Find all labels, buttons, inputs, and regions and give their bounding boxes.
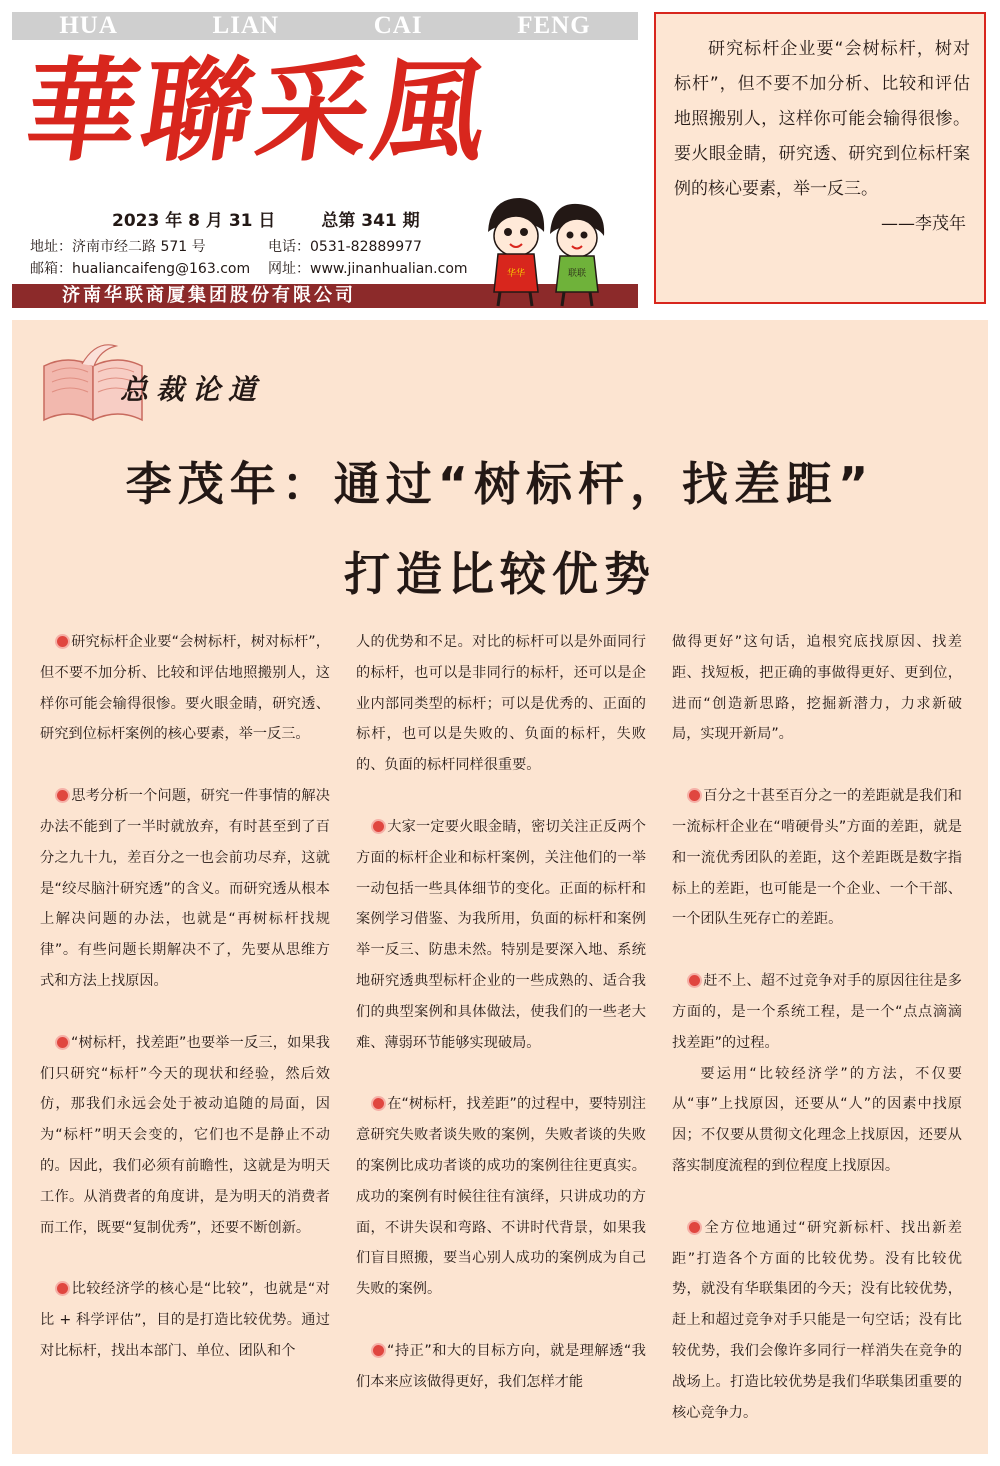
pinyin-feng: FENG <box>517 12 591 39</box>
mascot-label-left: 华华 <box>506 269 526 279</box>
quote-text: 研究标杆企业要“会树标杆，树对标杆”，但不要不加分析、比较和评估地照搬别人，这样你可能会输得很惨。要火眼金睛，研究透、研究到位标杆案例的核心要素，举一反三。 <box>674 39 970 199</box>
pinyin-lian: LIAN <box>212 12 280 39</box>
paragraph-text: 百分之十甚至百分之一的差距就是我们和一流标杆企业在“啃硬骨头”方面的差距，就是和一流优秀团队的差距，这个差距既是数字指标上的差距，也可能是一个企业、一个干部、一个团队生死存亡的差距。 <box>672 788 962 928</box>
pinyin-bar <box>12 12 638 40</box>
paragraph <box>672 966 962 1058</box>
issue-line <box>112 206 460 231</box>
phone: 电话：0531-82889977 <box>268 239 422 255</box>
mascot-label-right: 联联 <box>567 269 587 279</box>
website: 网址：www.jinanhualian.com <box>268 261 468 277</box>
bullet-dot-icon <box>373 1098 384 1109</box>
bullet-dot-icon <box>689 790 700 801</box>
paragraph <box>672 1213 962 1429</box>
paragraph-text: 在“树标杆，找差距”的过程中，要特别注意研究失败者谈失败的案例，失败者谈的失败的案例比成功者谈的成功的案例往往更真实。成功的案例有时候往往有演绎，只讲成功的方面，不讲失误和弯路、不讲时代背景，如果我们盲目照搬，要当心别人成功的案例成为自己失败的案例。 <box>356 1096 646 1298</box>
paragraph-text: 赶不上、超不过竞争对手的原因往往是多方面的，是一个系统工程，是一个“点点滴滴找差距”的过程。 <box>672 973 962 1051</box>
mascot-illustration <box>480 192 610 310</box>
bullet-dot-icon <box>57 1283 68 1294</box>
paragraph-text: 研究标杆企业要“会树标杆，树对标杆”，但不要不加分析、比较和评估地照搬别人，这样你可能会输得很惨。要火眼金睛，研究透、研究到位标杆案例的核心要素，举一反三。 <box>40 634 330 743</box>
bullet-dot-icon <box>373 821 384 832</box>
issue-date: 2023 年 8 月 31 日 <box>112 211 276 231</box>
paragraph <box>40 781 330 997</box>
article-panel <box>12 320 988 1454</box>
paragraph-text: 全方位地通过“研究新标杆、找出新差距”打造各个方面的比较优势。没有比较优势，就没有华联集团的今天；没有比较优势，赶上和超过竞争对手只能是一句空话；没有比较优势，我们会像许多同行一样消失在竞争的战场上。打造比较优势是我们华联集团重要的核心竞争力。 <box>672 1219 962 1421</box>
article-column-1 <box>40 627 330 1367</box>
paragraph <box>40 1028 330 1244</box>
paragraph-text: “树标杆，找差距”也要举一反三，如果我们只研究“标杆”今天的现状和经验，然后效仿，那我们永远会处于被动追随的局面，因为“标杆”明天会变的，它们也不是静止不动的。因此，我们必须有前瞻性，这就是为明天工作。从消费者的角度讲，是为明天的消费者而工作，既要“复制优秀”，还要不断创新。 <box>40 1034 330 1236</box>
paragraph <box>672 781 962 935</box>
paragraph <box>40 627 330 750</box>
paragraph-text: 思考分析一个问题，研究一件事情的解决办法不能到了一半时就放弃，有时甚至到了百分之九十九，差百分之一也会前功尽弃，这就是“绞尽脑汁研究透”的含义。而研究透从根本上解决问题的办法，也就是“再树标杆找规律”。有些问题长期解决不了，先要从思维方式和方法上找原因。 <box>40 788 330 989</box>
brand-title: 華聯采風 <box>16 46 500 177</box>
paragraph: 做得更好”这句话，追根究底找原因、找差距、找短板，把正确的事做得更好、更到位，进而“创造新思路，挖掘新潜力，力求新破局，实现开新局”。 <box>672 634 962 743</box>
issue-number: 总第 341 期 <box>321 211 420 231</box>
masthead <box>12 12 638 308</box>
paragraph <box>40 1274 330 1366</box>
paragraph-text: 比较经济学的核心是“比较”，也就是“对比 + 科学评估”，目的是打造比较优势。通过对比标杆，找出本部门、单位、团队和个 <box>40 1281 330 1359</box>
company-name-bar: 济南华联商厦集团股份有限公司 <box>12 284 638 308</box>
article-column-3 <box>672 627 962 1428</box>
paragraph: 要运用“比较经济学”的方法，不仅要从“事”上找原因，还要从“人”的因素中找原因；不仅要从贯彻文化理念上找原因，还要从落实制度流程的到位程度上找原因。 <box>672 1065 962 1174</box>
paragraph <box>356 1336 646 1398</box>
pinyin-hua: HUA <box>59 12 118 39</box>
bullet-dot-icon <box>57 636 68 647</box>
address: 地址：济南市经二路 571 号 <box>30 239 206 255</box>
headline-line-1: 李茂年：通过“树标杆，找差距” <box>125 457 875 511</box>
paragraph-text: 大家一定要火眼金睛，密切关注正反两个方面的标杆企业和标杆案例，关注他们的一举一动包括一些具体细节的变化。正面的标杆和案例学习借鉴、为我所用，负面的标杆和案例举一反三、防患未然。特别是要深入地、系统地研究透典型标杆企业的一些成熟的、适合我们的典型案例和具体做法，使我们的一些老大难、薄弱环节能够实现破局。 <box>356 818 646 1051</box>
quote-author: ——李茂年 <box>881 214 966 234</box>
headline-line-2: 打造比较优势 <box>344 547 656 601</box>
column-title: 总裁论道 <box>120 373 265 406</box>
paragraph: 人的优势和不足。对比的标杆可以是外面同行的标杆，也可以是非同行的标杆，还可以是企业内部同类型的标杆；可以是优秀的、正面的标杆，也可以是失败的、负面的标杆，失败的、负面的标杆同样很重要。 <box>356 634 646 774</box>
pinyin-cai: CAI <box>373 12 423 39</box>
bullet-dot-icon <box>689 1222 700 1233</box>
paragraph-text: “持正”和大的目标方向，就是理解透“我们本来应该做得更好，我们怎样才能 <box>356 1342 646 1390</box>
bullet-dot-icon <box>373 1345 384 1356</box>
bullet-dot-icon <box>689 975 700 986</box>
bullet-dot-icon <box>57 1037 68 1048</box>
column-tag <box>38 336 268 426</box>
email: 邮箱：hualiancaifeng@163.com <box>30 261 251 277</box>
bullet-dot-icon <box>57 790 68 801</box>
quote-box <box>654 12 986 304</box>
paragraph <box>356 1089 646 1305</box>
paragraph <box>356 812 646 1058</box>
article-column-2 <box>356 627 646 1398</box>
